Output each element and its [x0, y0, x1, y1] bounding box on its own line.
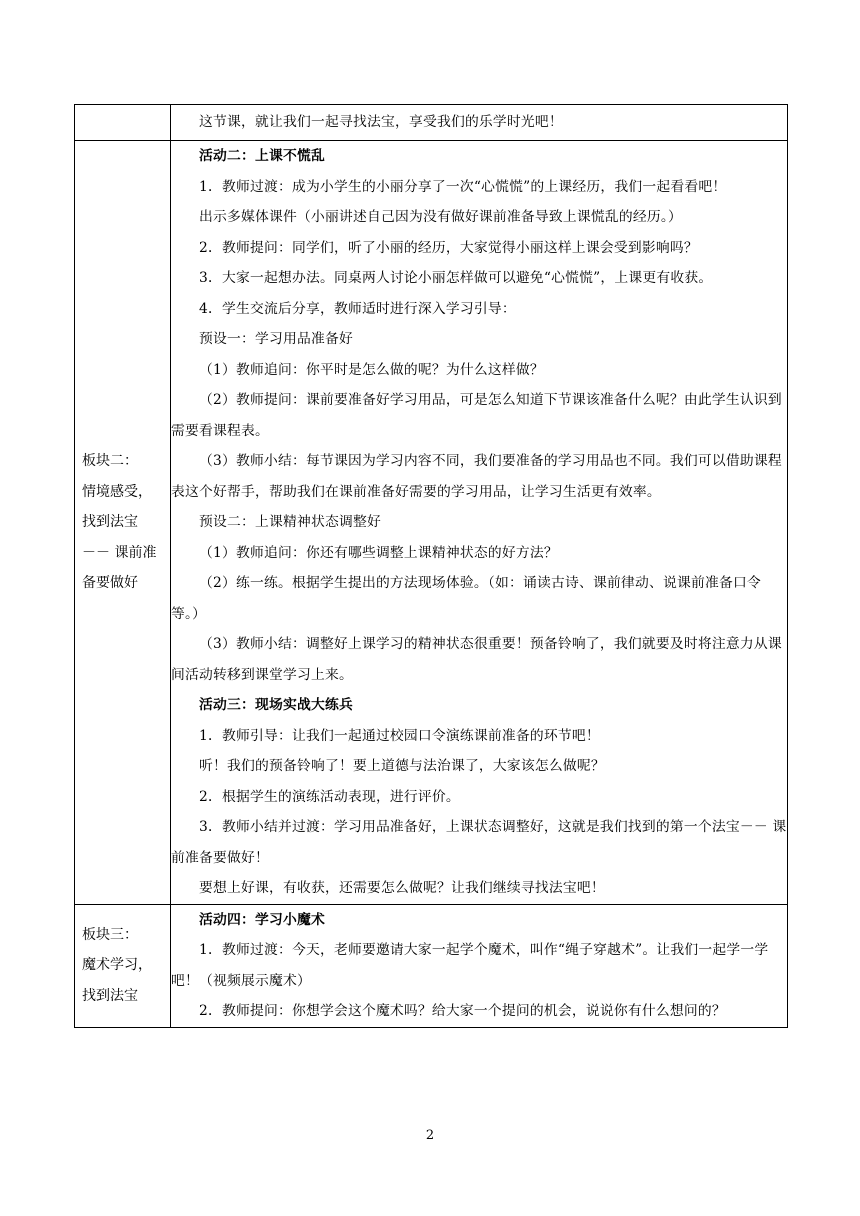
- page-number: 2: [425, 1128, 435, 1143]
- section-label-cell: [75, 141, 171, 905]
- paragraph: 2．根据学生的演练活动表现，进行评价。: [199, 788, 460, 805]
- section-label: [75, 446, 170, 599]
- section-label-line: 找到法宝: [82, 514, 138, 530]
- section-label-line: 板块二：: [82, 453, 138, 469]
- paragraph: （2）教师提问：课前要准备好学习用品，可是怎么知道下节课该准备什么呢？由此学生认识到需要看课程表。: [171, 392, 782, 439]
- paragraph: 3．教师小结并过渡：学习用品准备好，上课状态调整好，这就是我们找到的第一个法宝－－ 课前准备要做好！: [171, 819, 787, 866]
- section-label-line: 板块三：: [82, 926, 138, 943]
- content-cell: [171, 105, 788, 141]
- activity-heading: 活动四：学习小魔术: [199, 911, 325, 928]
- paragraph: 2．教师提问：你想学会这个魔术吗？给大家一个提问的机会，说说你有什么想问的？: [199, 1003, 726, 1019]
- paragraph: （3）教师小结：每节课因为学习内容不同，我们要准备的学习用品也不同。我们可以借助课程表这个好帮手，帮助我们在课前准备好需要的学习用品，让学习生活更有效率。: [171, 453, 782, 500]
- lesson-plan-table: [74, 104, 788, 1028]
- paragraph: （1）教师追问：你平时是怎么做的呢？为什么这样做？: [199, 361, 544, 378]
- paragraph: 预设二：上课精神状态调整好: [199, 514, 381, 530]
- content-cell: [171, 904, 788, 1027]
- paragraph: 出示多媒体课件（小丽讲述自己因为没有做好课前准备导致上课慌乱的经历。）: [199, 209, 682, 225]
- section-label-cell: [75, 105, 171, 141]
- paragraph: （3）教师小结：调整好上课学习的精神状态很重要！预备铃响了，我们就要及时将注意力从课间活动转移到课堂学习上来。: [171, 636, 782, 683]
- section-label-line: 备要做好: [82, 575, 138, 591]
- content-cell: [171, 141, 788, 905]
- paragraph: 1．教师引导：让我们一起通过校园口令演练课前准备的环节吧！: [199, 727, 600, 744]
- paragraph: （1）教师追问：你还有哪些调整上课精神状态的好方法？: [199, 544, 558, 561]
- table-row: [75, 141, 788, 905]
- paragraph: 这节课，就让我们一起寻找法宝，享受我们的乐学时光吧！: [199, 114, 563, 131]
- table-row: [75, 105, 788, 141]
- activity-heading: 活动二：上课不慌乱: [199, 148, 325, 164]
- section-label-line: 魔术学习，: [82, 957, 152, 974]
- table-row: [75, 904, 788, 1027]
- paragraph: 4．学生交流后分享，教师适时进行深入学习引导：: [199, 300, 516, 317]
- paragraph: 1．教师过渡：成为小学生的小丽分享了一次“心慌慌”的上课经历，我们一起看看吧！: [199, 178, 727, 195]
- paragraph: 1．教师过渡：今天，老师要邀请大家一起学个魔术，叫作“绳子穿越术”。让我们一起学一学吧！（视频展示魔术）: [171, 942, 769, 989]
- paragraph: 要想上好课，有收获，还需要怎么做呢？让我们继续寻找法宝吧！: [199, 880, 605, 896]
- paragraph: 2．教师提问：同学们，听了小丽的经历，大家觉得小丽这样上课会受到影响吗？: [199, 239, 698, 256]
- section-label-line: 情境感受，: [82, 483, 152, 500]
- paragraph: 预设一：学习用品准备好: [199, 331, 353, 347]
- activity-heading: 活动三：现场实战大练兵: [199, 697, 353, 713]
- section-label-line: 找到法宝: [82, 987, 138, 1004]
- paragraph: （2）练一练。根据学生提出的方法现场体验。（如：诵读古诗、课前律动、说课前准备口令等。）: [171, 575, 761, 622]
- section-label-cell: [75, 904, 171, 1027]
- section-label: [75, 920, 170, 1012]
- paragraph: 3．大家一起想办法。同桌两人讨论小丽怎样做可以避免“心慌慌”，上课更有收获。: [199, 270, 713, 286]
- section-label-line: －－ 课前准: [82, 544, 157, 561]
- paragraph: 听！我们的预备铃响了！要上道德与法治课了，大家该怎么做呢？: [199, 758, 605, 774]
